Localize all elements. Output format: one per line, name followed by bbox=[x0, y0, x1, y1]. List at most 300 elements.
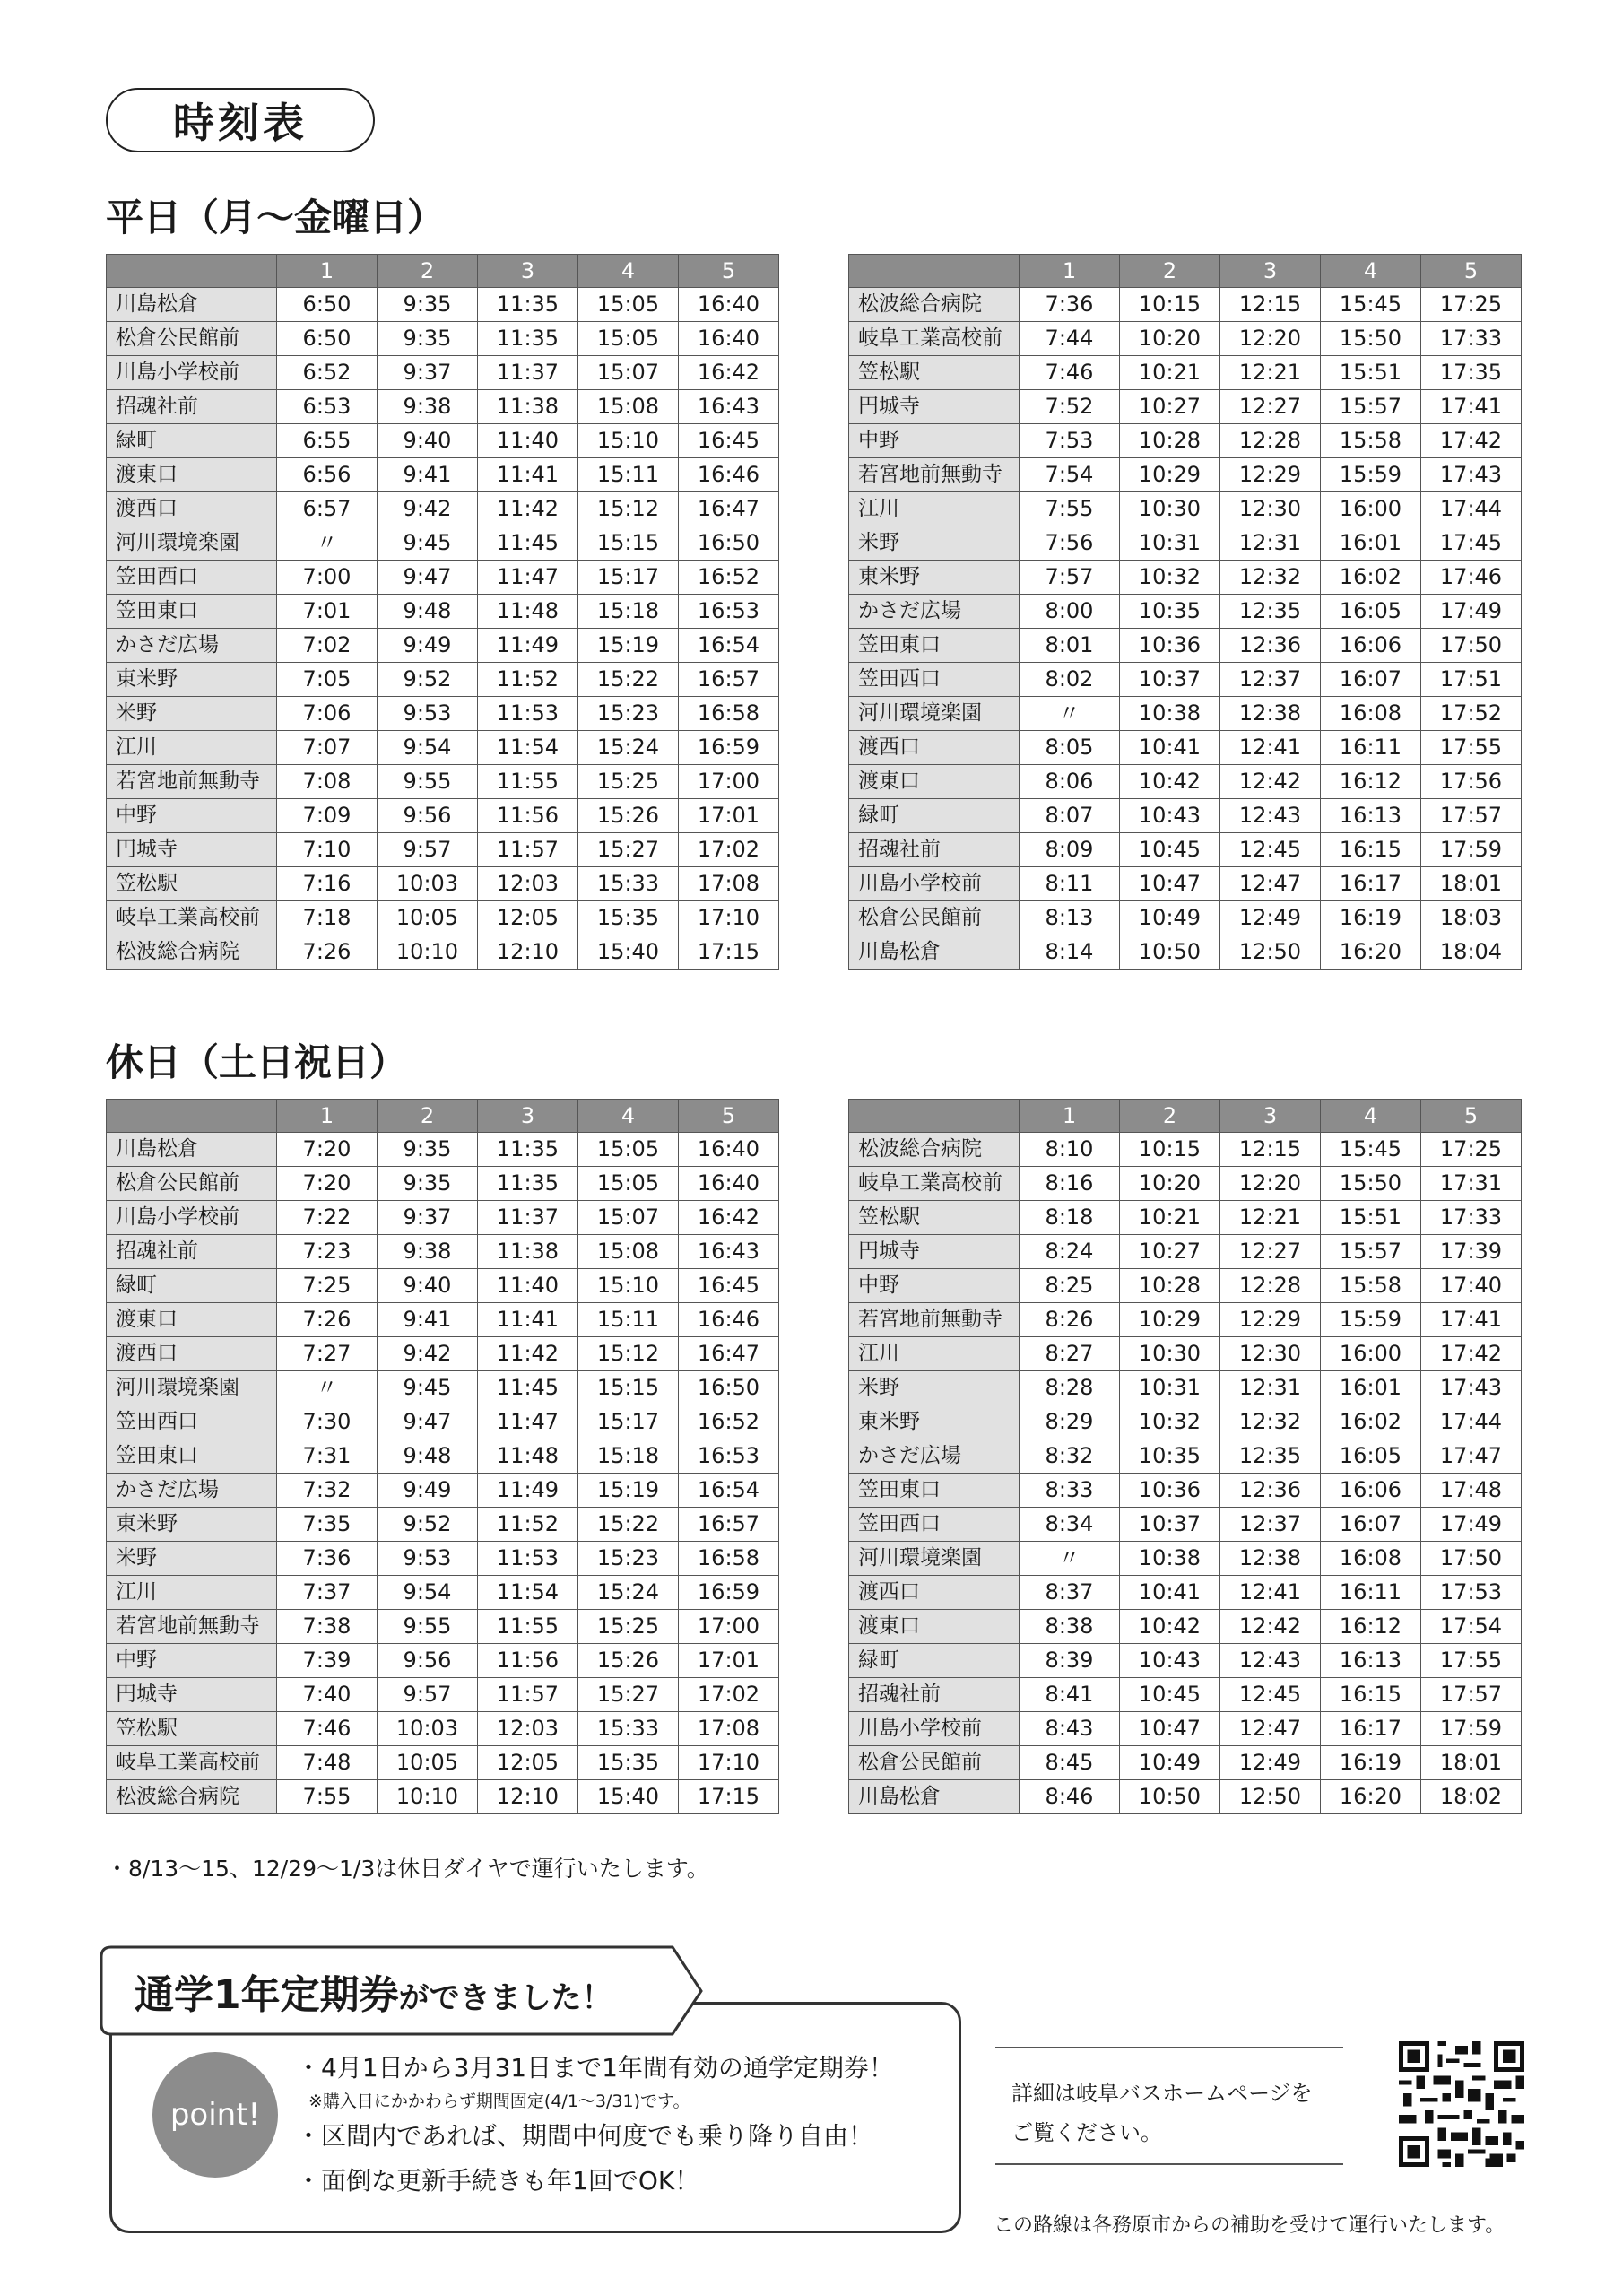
time-cell: 9:41 bbox=[378, 1303, 478, 1337]
time-cell: 16:08 bbox=[1321, 1542, 1421, 1576]
time-cell: 10:10 bbox=[378, 1780, 478, 1814]
time-cell: 17:31 bbox=[1421, 1167, 1522, 1201]
time-cell: 12:38 bbox=[1220, 697, 1321, 731]
promo-point-2: ・区間内であれば、期間中何度でも乗り降り自由！ bbox=[296, 2121, 874, 2151]
time-cell: 8:28 bbox=[1020, 1371, 1120, 1405]
time-cell: 15:58 bbox=[1321, 424, 1421, 458]
time-cell: 7:08 bbox=[277, 765, 378, 799]
stop-name-cell: 江川 bbox=[107, 1576, 277, 1610]
time-cell: 10:31 bbox=[1120, 526, 1220, 561]
stop-name-cell: 米野 bbox=[107, 1542, 277, 1576]
time-cell: 8:41 bbox=[1020, 1678, 1120, 1712]
time-cell: 17:55 bbox=[1421, 1644, 1522, 1678]
promo-headline-sub: ができました！ bbox=[398, 1980, 612, 2016]
time-cell: 8:05 bbox=[1020, 731, 1120, 765]
time-cell: 7:26 bbox=[277, 935, 378, 970]
time-cell: 11:56 bbox=[478, 799, 578, 833]
holiday-inbound-table bbox=[848, 1099, 1522, 1814]
time-cell: 6:57 bbox=[277, 492, 378, 526]
time-cell: 17:15 bbox=[679, 1780, 779, 1814]
header-trip-cell: 4 bbox=[578, 1100, 679, 1133]
table-row bbox=[107, 799, 779, 833]
time-cell: 17:57 bbox=[1421, 799, 1522, 833]
time-cell: 8:43 bbox=[1020, 1712, 1120, 1746]
stop-name-cell: 緑町 bbox=[107, 1269, 277, 1303]
time-cell: 6:50 bbox=[277, 288, 378, 322]
time-cell: 7:38 bbox=[277, 1610, 378, 1644]
time-cell: 10:35 bbox=[1120, 1439, 1220, 1474]
time-cell: 12:21 bbox=[1220, 1201, 1321, 1235]
time-cell: 9:35 bbox=[378, 288, 478, 322]
time-cell: 9:49 bbox=[378, 629, 478, 663]
time-cell: 8:00 bbox=[1020, 595, 1120, 629]
time-cell: 16:05 bbox=[1321, 595, 1421, 629]
time-cell: 16:19 bbox=[1321, 901, 1421, 935]
table-row bbox=[849, 322, 1522, 356]
time-cell: 15:27 bbox=[578, 1678, 679, 1712]
time-cell: 7:36 bbox=[1020, 288, 1120, 322]
stop-name-cell: 若宮地前無動寺 bbox=[849, 458, 1020, 492]
time-cell: 15:18 bbox=[578, 1439, 679, 1474]
time-cell: 17:43 bbox=[1421, 458, 1522, 492]
time-cell: 16:54 bbox=[679, 629, 779, 663]
time-cell: 9:47 bbox=[378, 561, 478, 595]
promo-point-3: ・面倒な更新手続きも年1回でOK！ bbox=[296, 2166, 700, 2196]
time-cell: 7:02 bbox=[277, 629, 378, 663]
time-cell: 9:49 bbox=[378, 1474, 478, 1508]
time-cell: 7:35 bbox=[277, 1508, 378, 1542]
time-cell: 9:40 bbox=[378, 1269, 478, 1303]
table-row bbox=[107, 1780, 779, 1814]
time-cell: 7:23 bbox=[277, 1235, 378, 1269]
time-cell: 7:32 bbox=[277, 1474, 378, 1508]
stop-name-cell: 円城寺 bbox=[849, 1235, 1020, 1269]
table-header-row bbox=[107, 255, 779, 288]
time-cell: 9:56 bbox=[378, 799, 478, 833]
stop-name-cell: 若宮地前無動寺 bbox=[107, 765, 277, 799]
time-cell: 9:54 bbox=[378, 1576, 478, 1610]
time-cell: 16:47 bbox=[679, 492, 779, 526]
time-cell: 10:47 bbox=[1120, 867, 1220, 901]
time-cell: 10:05 bbox=[378, 1746, 478, 1780]
stop-name-cell: 江川 bbox=[107, 731, 277, 765]
time-cell: 17:41 bbox=[1421, 1303, 1522, 1337]
time-cell: 16:17 bbox=[1321, 867, 1421, 901]
time-cell: 16:40 bbox=[679, 288, 779, 322]
time-cell: 15:22 bbox=[578, 1508, 679, 1542]
weekday-inbound-table bbox=[848, 254, 1522, 970]
info-text bbox=[1011, 2074, 1313, 2152]
time-cell: 17:42 bbox=[1421, 1337, 1522, 1371]
time-cell: 17:01 bbox=[679, 1644, 779, 1678]
time-cell: 15:23 bbox=[578, 1542, 679, 1576]
time-cell: 15:33 bbox=[578, 867, 679, 901]
time-cell: 12:41 bbox=[1220, 1576, 1321, 1610]
table-row bbox=[107, 731, 779, 765]
stop-name-cell: 笠田西口 bbox=[107, 1405, 277, 1439]
stop-name-cell: 東米野 bbox=[849, 1405, 1020, 1439]
time-cell: 7:56 bbox=[1020, 526, 1120, 561]
time-cell: 6:50 bbox=[277, 322, 378, 356]
time-cell: 10:28 bbox=[1120, 424, 1220, 458]
time-cell: 7:25 bbox=[277, 1269, 378, 1303]
stop-name-cell: 河川環境楽園 bbox=[849, 1542, 1020, 1576]
time-cell: 15:40 bbox=[578, 935, 679, 970]
time-cell: 15:33 bbox=[578, 1712, 679, 1746]
time-cell: 10:32 bbox=[1120, 561, 1220, 595]
time-cell: 17:00 bbox=[679, 1610, 779, 1644]
time-cell: 11:35 bbox=[478, 322, 578, 356]
time-cell: 16:02 bbox=[1321, 1405, 1421, 1439]
time-cell: 8:14 bbox=[1020, 935, 1120, 970]
time-cell: 10:15 bbox=[1120, 1133, 1220, 1167]
holiday-title: 休日（土日祝日） bbox=[106, 1040, 408, 1084]
time-cell: 17:25 bbox=[1421, 1133, 1522, 1167]
time-cell: 10:29 bbox=[1120, 458, 1220, 492]
stop-name-cell: 笠田東口 bbox=[107, 595, 277, 629]
time-cell: 16:53 bbox=[679, 1439, 779, 1474]
time-cell: 12:21 bbox=[1220, 356, 1321, 390]
table-row bbox=[849, 1133, 1522, 1167]
time-cell: 16:11 bbox=[1321, 731, 1421, 765]
time-cell: 9:57 bbox=[378, 833, 478, 867]
table-row bbox=[849, 867, 1522, 901]
time-cell: 12:20 bbox=[1220, 322, 1321, 356]
stop-name-cell: 川島松倉 bbox=[849, 935, 1020, 970]
table-header-row bbox=[849, 255, 1522, 288]
time-cell: 10:50 bbox=[1120, 1780, 1220, 1814]
time-cell: 9:57 bbox=[378, 1678, 478, 1712]
time-cell: 11:57 bbox=[478, 1678, 578, 1712]
time-cell: 15:45 bbox=[1321, 1133, 1421, 1167]
table-row bbox=[107, 595, 779, 629]
stop-name-cell: 米野 bbox=[107, 697, 277, 731]
info-divider-bottom bbox=[995, 2163, 1343, 2165]
time-cell: 7:30 bbox=[277, 1405, 378, 1439]
time-cell: 16:40 bbox=[679, 1167, 779, 1201]
time-cell: 15:12 bbox=[578, 1337, 679, 1371]
stop-name-cell: 松倉公民館前 bbox=[107, 322, 277, 356]
time-cell: 10:49 bbox=[1120, 901, 1220, 935]
time-cell: 16:58 bbox=[679, 1542, 779, 1576]
time-cell: 17:10 bbox=[679, 1746, 779, 1780]
time-cell: 17:48 bbox=[1421, 1474, 1522, 1508]
stop-name-cell: 渡西口 bbox=[107, 1337, 277, 1371]
time-cell: 8:37 bbox=[1020, 1576, 1120, 1610]
time-cell: 15:40 bbox=[578, 1780, 679, 1814]
time-cell: 17:44 bbox=[1421, 492, 1522, 526]
time-cell: 10:31 bbox=[1120, 1371, 1220, 1405]
stop-name-cell: 円城寺 bbox=[107, 833, 277, 867]
time-cell: 12:03 bbox=[478, 867, 578, 901]
time-cell: 12:38 bbox=[1220, 1542, 1321, 1576]
holiday-outbound-table bbox=[106, 1099, 779, 1814]
header-trip-cell: 5 bbox=[1421, 1100, 1522, 1133]
time-cell: 12:50 bbox=[1220, 935, 1321, 970]
time-cell: 16:02 bbox=[1321, 561, 1421, 595]
time-cell: 15:57 bbox=[1321, 1235, 1421, 1269]
time-cell: 8:02 bbox=[1020, 663, 1120, 697]
time-cell: 7:48 bbox=[277, 1746, 378, 1780]
header-trip-cell: 5 bbox=[1421, 255, 1522, 288]
time-cell: 15:19 bbox=[578, 1474, 679, 1508]
time-cell: 8:16 bbox=[1020, 1167, 1120, 1201]
time-cell: 16:43 bbox=[679, 390, 779, 424]
time-cell: 11:35 bbox=[478, 288, 578, 322]
table-row bbox=[107, 1712, 779, 1746]
stop-name-cell: 河川環境楽園 bbox=[107, 526, 277, 561]
time-cell: 16:07 bbox=[1321, 1508, 1421, 1542]
table-row bbox=[849, 288, 1522, 322]
table-row bbox=[849, 1644, 1522, 1678]
time-cell: 11:53 bbox=[478, 1542, 578, 1576]
time-cell: 9:38 bbox=[378, 1235, 478, 1269]
stop-name-cell: 招魂社前 bbox=[849, 1678, 1020, 1712]
time-cell: 12:36 bbox=[1220, 629, 1321, 663]
table-row bbox=[107, 561, 779, 595]
stop-name-cell: 松波総合病院 bbox=[849, 1133, 1020, 1167]
time-cell: 12:45 bbox=[1220, 833, 1321, 867]
table-row bbox=[849, 901, 1522, 935]
time-cell: 7:46 bbox=[1020, 356, 1120, 390]
time-cell: 16:15 bbox=[1321, 1678, 1421, 1712]
time-cell: 17:25 bbox=[1421, 288, 1522, 322]
qr-code-icon[interactable] bbox=[1399, 2041, 1524, 2167]
stop-name-cell: 川島小学校前 bbox=[849, 867, 1020, 901]
stop-name-cell: 笠松駅 bbox=[107, 867, 277, 901]
stop-name-cell: 松倉公民館前 bbox=[849, 1746, 1020, 1780]
time-cell: 17:33 bbox=[1421, 1201, 1522, 1235]
time-cell: 7:01 bbox=[277, 595, 378, 629]
time-cell: 12:28 bbox=[1220, 424, 1321, 458]
time-cell: 9:42 bbox=[378, 1337, 478, 1371]
table-row bbox=[849, 1474, 1522, 1508]
time-cell: 8:24 bbox=[1020, 1235, 1120, 1269]
stop-name-cell: 招魂社前 bbox=[107, 390, 277, 424]
time-cell: 10:27 bbox=[1120, 1235, 1220, 1269]
time-cell: 15:51 bbox=[1321, 356, 1421, 390]
time-cell: 7:18 bbox=[277, 901, 378, 935]
header-trip-cell: 3 bbox=[478, 1100, 578, 1133]
header-trip-cell: 4 bbox=[1321, 1100, 1421, 1133]
time-cell: 11:38 bbox=[478, 1235, 578, 1269]
time-cell: 6:53 bbox=[277, 390, 378, 424]
time-cell: 7:53 bbox=[1020, 424, 1120, 458]
time-cell: 16:00 bbox=[1321, 1337, 1421, 1371]
time-cell: 16:53 bbox=[679, 595, 779, 629]
table-row bbox=[107, 1371, 779, 1405]
time-cell: 15:05 bbox=[578, 288, 679, 322]
time-cell: 12:29 bbox=[1220, 458, 1321, 492]
promo-headline bbox=[135, 1962, 612, 2020]
time-cell: 16:40 bbox=[679, 1133, 779, 1167]
time-cell: 11:37 bbox=[478, 1201, 578, 1235]
stop-name-cell: 円城寺 bbox=[849, 390, 1020, 424]
time-cell: 9:48 bbox=[378, 1439, 478, 1474]
header-stop-cell bbox=[107, 1100, 277, 1133]
stop-name-cell: 若宮地前無動寺 bbox=[107, 1610, 277, 1644]
time-cell: 15:59 bbox=[1321, 458, 1421, 492]
stop-name-cell: 岐阜工業高校前 bbox=[849, 1167, 1020, 1201]
time-cell: 12:42 bbox=[1220, 765, 1321, 799]
time-cell: 16:52 bbox=[679, 1405, 779, 1439]
time-cell: 15:11 bbox=[578, 1303, 679, 1337]
time-cell: 17:49 bbox=[1421, 1508, 1522, 1542]
stop-name-cell: 招魂社前 bbox=[849, 833, 1020, 867]
time-cell: 12:49 bbox=[1220, 1746, 1321, 1780]
time-cell: 〃 bbox=[1020, 1542, 1120, 1576]
footer-note: この路線は各務原市からの補助を受けて運行いたします。 bbox=[994, 2214, 1506, 2237]
time-cell: 12:36 bbox=[1220, 1474, 1321, 1508]
time-cell: 15:17 bbox=[578, 561, 679, 595]
time-cell: 9:42 bbox=[378, 492, 478, 526]
time-cell: 12:31 bbox=[1220, 526, 1321, 561]
stop-name-cell: 江川 bbox=[849, 1337, 1020, 1371]
time-cell: 15:19 bbox=[578, 629, 679, 663]
time-cell: 7:55 bbox=[277, 1780, 378, 1814]
time-cell: 9:47 bbox=[378, 1405, 478, 1439]
time-cell: 15:50 bbox=[1321, 322, 1421, 356]
time-cell: 17:47 bbox=[1421, 1439, 1522, 1474]
time-cell: 12:45 bbox=[1220, 1678, 1321, 1712]
point-badge: point! bbox=[152, 2052, 278, 2178]
table-row bbox=[107, 1269, 779, 1303]
time-cell: 10:41 bbox=[1120, 731, 1220, 765]
stop-name-cell: 緑町 bbox=[107, 424, 277, 458]
table-row bbox=[107, 288, 779, 322]
time-cell: 9:40 bbox=[378, 424, 478, 458]
stop-name-cell: 松波総合病院 bbox=[849, 288, 1020, 322]
time-cell: 10:30 bbox=[1120, 1337, 1220, 1371]
table-header-row bbox=[849, 1100, 1522, 1133]
stop-name-cell: 渡西口 bbox=[849, 731, 1020, 765]
time-cell: 16:42 bbox=[679, 1201, 779, 1235]
time-cell: 12:32 bbox=[1220, 561, 1321, 595]
time-cell: 16:45 bbox=[679, 1269, 779, 1303]
time-cell: 15:24 bbox=[578, 1576, 679, 1610]
time-cell: 15:24 bbox=[578, 731, 679, 765]
time-cell: 15:10 bbox=[578, 1269, 679, 1303]
time-cell: 12:42 bbox=[1220, 1610, 1321, 1644]
time-cell: 7:40 bbox=[277, 1678, 378, 1712]
time-cell: 11:55 bbox=[478, 1610, 578, 1644]
time-cell: 16:43 bbox=[679, 1235, 779, 1269]
info-line-1: 詳細は岐阜バスホームページを bbox=[1011, 2081, 1313, 2106]
table-row bbox=[107, 1746, 779, 1780]
time-cell: 11:45 bbox=[478, 526, 578, 561]
weekday-outbound-table bbox=[106, 254, 779, 970]
table-row bbox=[107, 1678, 779, 1712]
time-cell: 17:59 bbox=[1421, 1712, 1522, 1746]
time-cell: 11:49 bbox=[478, 629, 578, 663]
time-cell: 7:00 bbox=[277, 561, 378, 595]
time-cell: 11:42 bbox=[478, 1337, 578, 1371]
time-cell: 17:02 bbox=[679, 833, 779, 867]
time-cell: 11:45 bbox=[478, 1371, 578, 1405]
time-cell: 10:42 bbox=[1120, 1610, 1220, 1644]
table-row bbox=[849, 492, 1522, 526]
table-row bbox=[107, 1337, 779, 1371]
table-row bbox=[107, 356, 779, 390]
time-cell: 12:47 bbox=[1220, 1712, 1321, 1746]
time-cell: 16:08 bbox=[1321, 697, 1421, 731]
time-cell: 17:10 bbox=[679, 901, 779, 935]
time-cell: 10:43 bbox=[1120, 1644, 1220, 1678]
time-cell: 10:38 bbox=[1120, 697, 1220, 731]
time-cell: 7:31 bbox=[277, 1439, 378, 1474]
info-line-2: ご覧ください。 bbox=[1011, 2120, 1162, 2145]
time-cell: 7:07 bbox=[277, 731, 378, 765]
table-row bbox=[107, 424, 779, 458]
time-cell: 17:46 bbox=[1421, 561, 1522, 595]
time-cell: 7:39 bbox=[277, 1644, 378, 1678]
time-cell: 17:44 bbox=[1421, 1405, 1522, 1439]
time-cell: 18:03 bbox=[1421, 901, 1522, 935]
time-cell: 12:37 bbox=[1220, 1508, 1321, 1542]
table-row bbox=[107, 765, 779, 799]
time-cell: 11:47 bbox=[478, 1405, 578, 1439]
promo-point-1: ・4月1日から3月31日まで1年間有効の通学定期券！ bbox=[296, 2053, 894, 2083]
time-cell: 12:27 bbox=[1220, 1235, 1321, 1269]
info-divider-top bbox=[995, 2047, 1343, 2048]
table-row bbox=[849, 1269, 1522, 1303]
time-cell: 16:06 bbox=[1321, 1474, 1421, 1508]
time-cell: 17:02 bbox=[679, 1678, 779, 1712]
time-cell: 17:00 bbox=[679, 765, 779, 799]
time-cell: 15:23 bbox=[578, 697, 679, 731]
time-cell: 15:17 bbox=[578, 1405, 679, 1439]
time-cell: 15:35 bbox=[578, 1746, 679, 1780]
time-cell: 12:32 bbox=[1220, 1405, 1321, 1439]
table-row bbox=[849, 1746, 1522, 1780]
time-cell: 12:15 bbox=[1220, 288, 1321, 322]
time-cell: 11:42 bbox=[478, 492, 578, 526]
time-cell: 16:52 bbox=[679, 561, 779, 595]
stop-name-cell: 渡東口 bbox=[849, 765, 1020, 799]
time-cell: 10:45 bbox=[1120, 833, 1220, 867]
stop-name-cell: 円城寺 bbox=[107, 1678, 277, 1712]
time-cell: 15:35 bbox=[578, 901, 679, 935]
time-cell: 15:15 bbox=[578, 526, 679, 561]
stop-name-cell: 笠松駅 bbox=[107, 1712, 277, 1746]
time-cell: 8:39 bbox=[1020, 1644, 1120, 1678]
stop-name-cell: かさだ広場 bbox=[849, 595, 1020, 629]
time-cell: 7:37 bbox=[277, 1576, 378, 1610]
time-cell: 10:50 bbox=[1120, 935, 1220, 970]
promo-point-note: ※購入日にかかわらず期間固定(4/1～3/31)です。 bbox=[308, 2092, 690, 2111]
table-row bbox=[849, 1712, 1522, 1746]
time-cell: 9:53 bbox=[378, 697, 478, 731]
stop-name-cell: 笠田西口 bbox=[107, 561, 277, 595]
time-cell: 18:04 bbox=[1421, 935, 1522, 970]
time-cell: 8:26 bbox=[1020, 1303, 1120, 1337]
time-cell: 9:52 bbox=[378, 663, 478, 697]
time-cell: 11:38 bbox=[478, 390, 578, 424]
time-cell: 16:15 bbox=[1321, 833, 1421, 867]
stop-name-cell: 米野 bbox=[849, 1371, 1020, 1405]
time-cell: 15:05 bbox=[578, 1167, 679, 1201]
table-row bbox=[849, 1303, 1522, 1337]
table-row bbox=[107, 629, 779, 663]
header-stop-cell bbox=[107, 255, 277, 288]
time-cell: 15:57 bbox=[1321, 390, 1421, 424]
stop-name-cell: かさだ広場 bbox=[107, 629, 277, 663]
time-cell: 8:32 bbox=[1020, 1439, 1120, 1474]
table-row bbox=[849, 424, 1522, 458]
time-cell: 6:52 bbox=[277, 356, 378, 390]
table-row bbox=[849, 1439, 1522, 1474]
time-cell: 17:57 bbox=[1421, 1678, 1522, 1712]
